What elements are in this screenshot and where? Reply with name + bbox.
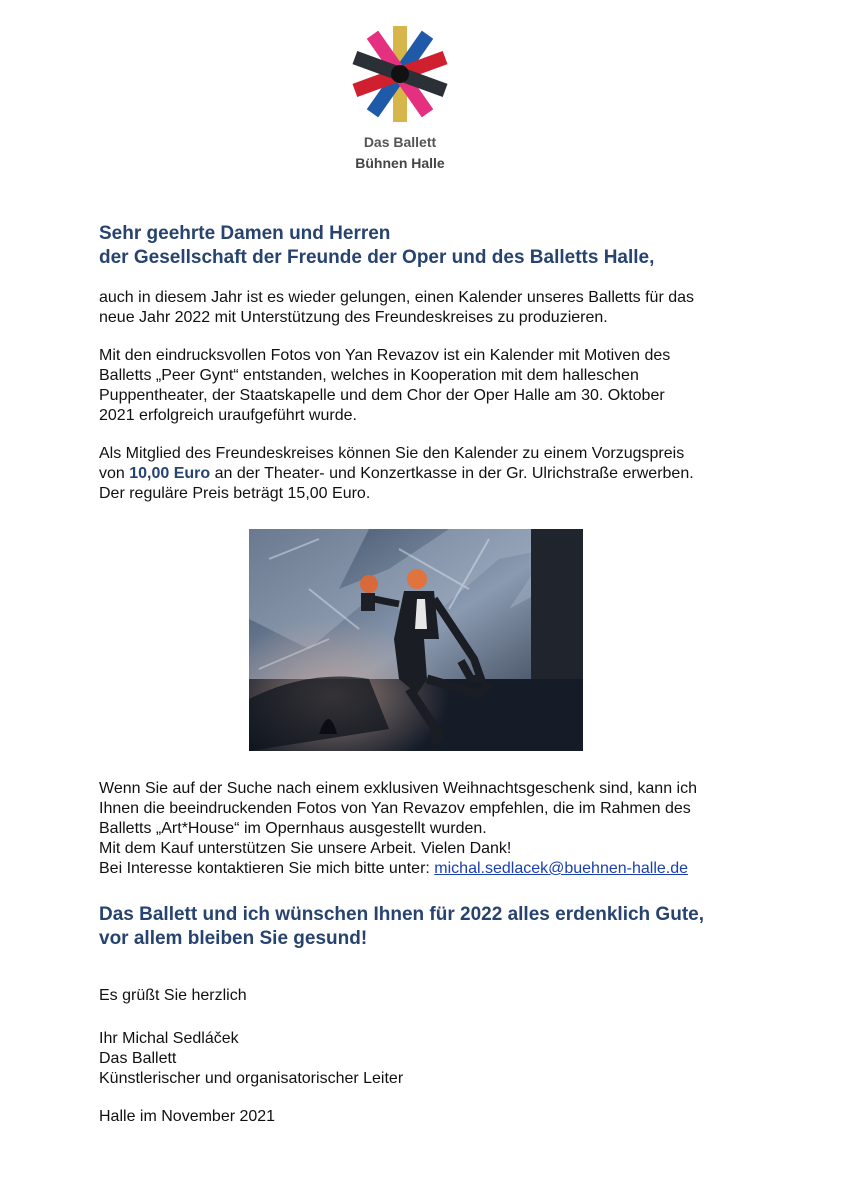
place-date: Halle im November 2021 [99, 1108, 276, 1125]
text-line: auch in diesem Jahr ist es wieder gelungen, einen Kalender unseres Balletts für das [99, 289, 695, 306]
paragraph-gift [99, 779, 759, 879]
star-emblem-icon [346, 20, 454, 128]
paragraph-price [99, 444, 759, 504]
text-line: 2021 erfolgreich uraufgeführt wurde. [99, 407, 357, 424]
text-line: Der reguläre Preis beträgt 15,00 Euro. [99, 485, 371, 502]
text-line: Wenn Sie auf der Suche nach einem exklusiven Weihnachtsgeschenk sind, kann ich [99, 780, 697, 797]
greeting-line-1: Sehr geehrte Damen und Herren [99, 223, 391, 244]
wishes-line-1: Das Ballett und ich wünschen Ihnen für 2022 alles erdenklich Gute, [99, 904, 704, 925]
text-line: Balletts „Peer Gynt“ entstanden, welches in Kooperation mit dem halleschen [99, 367, 639, 384]
greeting-heading [99, 222, 779, 270]
signature-org: Das Ballett [99, 1050, 177, 1067]
text-line: Balletts „Art*House“ im Opernhaus ausgestellt wurden. [99, 820, 487, 837]
ballet-logo [340, 20, 460, 180]
signature-role: Künstlerischer und organisatorischer Leiter [99, 1070, 404, 1087]
wishes-heading [99, 903, 779, 951]
wishes-line-2: vor allem bleiben Sie gesund! [99, 928, 368, 949]
paragraph-calendar-intro [99, 288, 759, 328]
text-line: Puppentheater, der Staatskapelle und dem Chor der Oper Halle am 30. Oktober [99, 387, 665, 404]
text-fragment: von [99, 465, 130, 482]
greeting-line-2: der Gesellschaft der Freunde der Oper und des Balletts Halle, [99, 247, 655, 268]
signature-name: Ihr Michal Sedláček [99, 1030, 239, 1047]
text-line [99, 464, 759, 484]
logo-line-2: Bühnen Halle [355, 155, 445, 171]
text-fragment: an der Theater- und Konzertkasse in der Gr. Ulrichstraße erwerben. [210, 465, 694, 482]
text-line: Als Mitglied des Freundeskreises können Sie den Kalender zu einem Vorzugspreis [99, 445, 685, 462]
member-price: 10,00 Euro [129, 465, 211, 482]
text-line: Mit dem Kauf unterstützen Sie unsere Arbeit. Vielen Dank! [99, 840, 512, 857]
logo-line-1: Das Ballett [363, 134, 437, 150]
salutation: Es grüßt Sie herzlich [99, 987, 247, 1004]
contact-line [99, 859, 759, 879]
signature-block [99, 1029, 759, 1089]
text-line: Ihnen die beeindruckenden Fotos von Yan Revazov empfehlen, die im Rahmen des [99, 800, 691, 817]
peer-gynt-stage-photo [249, 529, 583, 751]
paragraph-photos [99, 346, 759, 426]
emblem-center [391, 65, 409, 83]
text-line: neue Jahr 2022 mit Unterstützung des Freundeskreises zu produzieren. [99, 309, 608, 326]
ballet-photo [249, 529, 583, 751]
contact-prefix: Bei Interesse kontaktieren Sie mich bitte unter: [99, 860, 435, 877]
text-line: Mit den eindrucksvollen Fotos von Yan Revazov ist ein Kalender mit Motiven des [99, 347, 671, 364]
email-link[interactable]: michal.sedlacek@buehnen-halle.de [434, 860, 689, 877]
